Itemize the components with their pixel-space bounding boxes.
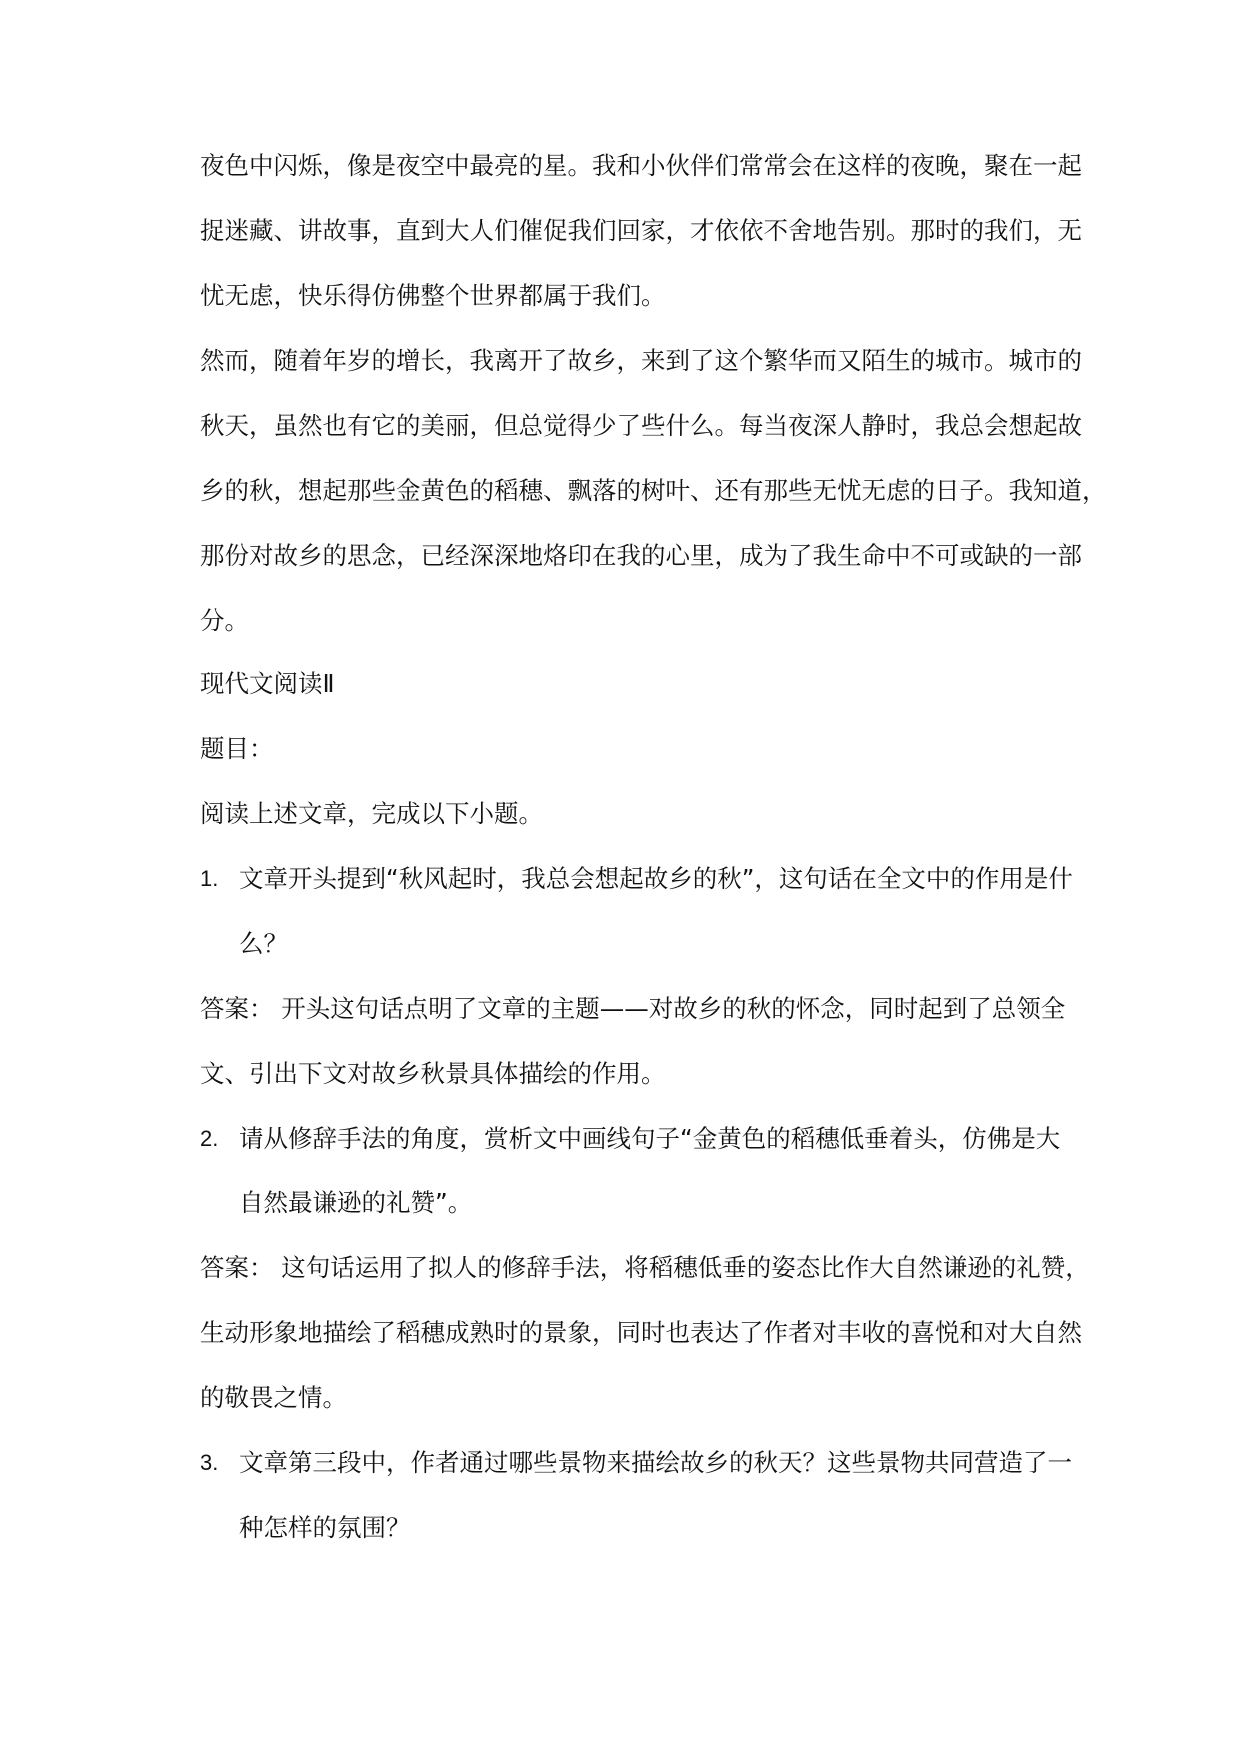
question-number: 2. xyxy=(200,1126,219,1151)
answer-text: 答案： 这句话运用了拟人的修辞手法，将稻穗低垂的姿态比作大自然谦逊的礼赞， xyxy=(200,1253,1090,1282)
question-number: 1. xyxy=(200,866,219,891)
topic-label: 题目： xyxy=(200,734,274,763)
passage-line: 那份对故乡的思念，已经深深地烙印在我的心里，成为了我生命中不可或缺的一部 xyxy=(200,541,1082,570)
question-text: 种怎样的氛围？ xyxy=(239,1513,411,1542)
section-title: 现代文阅读Ⅱ xyxy=(200,669,335,698)
passage-line: 夜色中闪烁，像是夜空中最亮的星。我和小伙伴们常常会在这样的夜晚，聚在一起 xyxy=(200,151,1082,180)
instruction-text: 阅读上述文章，完成以下小题。 xyxy=(200,799,543,828)
question-text: 文章第三段中，作者通过哪些景物来描绘故乡的秋天？这些景物共同营造了一 xyxy=(239,1448,1072,1477)
question-number: 3. xyxy=(200,1450,219,1475)
passage-line: 捉迷藏、讲故事，直到大人们催促我们回家，才依依不舍地告别。那时的我们，无 xyxy=(200,216,1082,245)
question-text: 自然最谦逊的礼赞”。 xyxy=(239,1188,473,1217)
passage-line: 乡的秋，想起那些金黄色的稻穗、飘落的树叶、还有那些无忧无虑的日子。我知道， xyxy=(200,476,1107,505)
answer-text: 的敬畏之情。 xyxy=(200,1383,347,1412)
passage-line: 秋天，虽然也有它的美丽，但总觉得少了些什么。每当夜深人静时，我总会想起故 xyxy=(200,411,1082,440)
question-text: 文章开头提到“秋风起时，我总会想起故乡的秋”，这句话在全文中的作用是什 xyxy=(239,864,1073,893)
answer-text: 文、引出下文对故乡秋景具体描绘的作用。 xyxy=(200,1059,666,1088)
passage-line: 忧无虑，快乐得仿佛整个世界都属于我们。 xyxy=(200,281,666,310)
question-text: 么？ xyxy=(239,929,288,958)
passage-line: 分。 xyxy=(200,606,249,635)
passage-line: 然而，随着年岁的增长，我离开了故乡，来到了这个繁华而又陌生的城市。城市的 xyxy=(200,346,1082,375)
answer-text: 答案： 开头这句话点明了文章的主题——对故乡的秋的怀念，同时起到了总领全 xyxy=(200,994,1066,1023)
answer-text: 生动形象地描绘了稻穗成熟时的景象，同时也表达了作者对丰收的喜悦和对大自然 xyxy=(200,1318,1082,1347)
question-text: 请从修辞手法的角度，赏析文中画线句子“金黄色的稻穗低垂着头，仿佛是大 xyxy=(239,1124,1061,1153)
